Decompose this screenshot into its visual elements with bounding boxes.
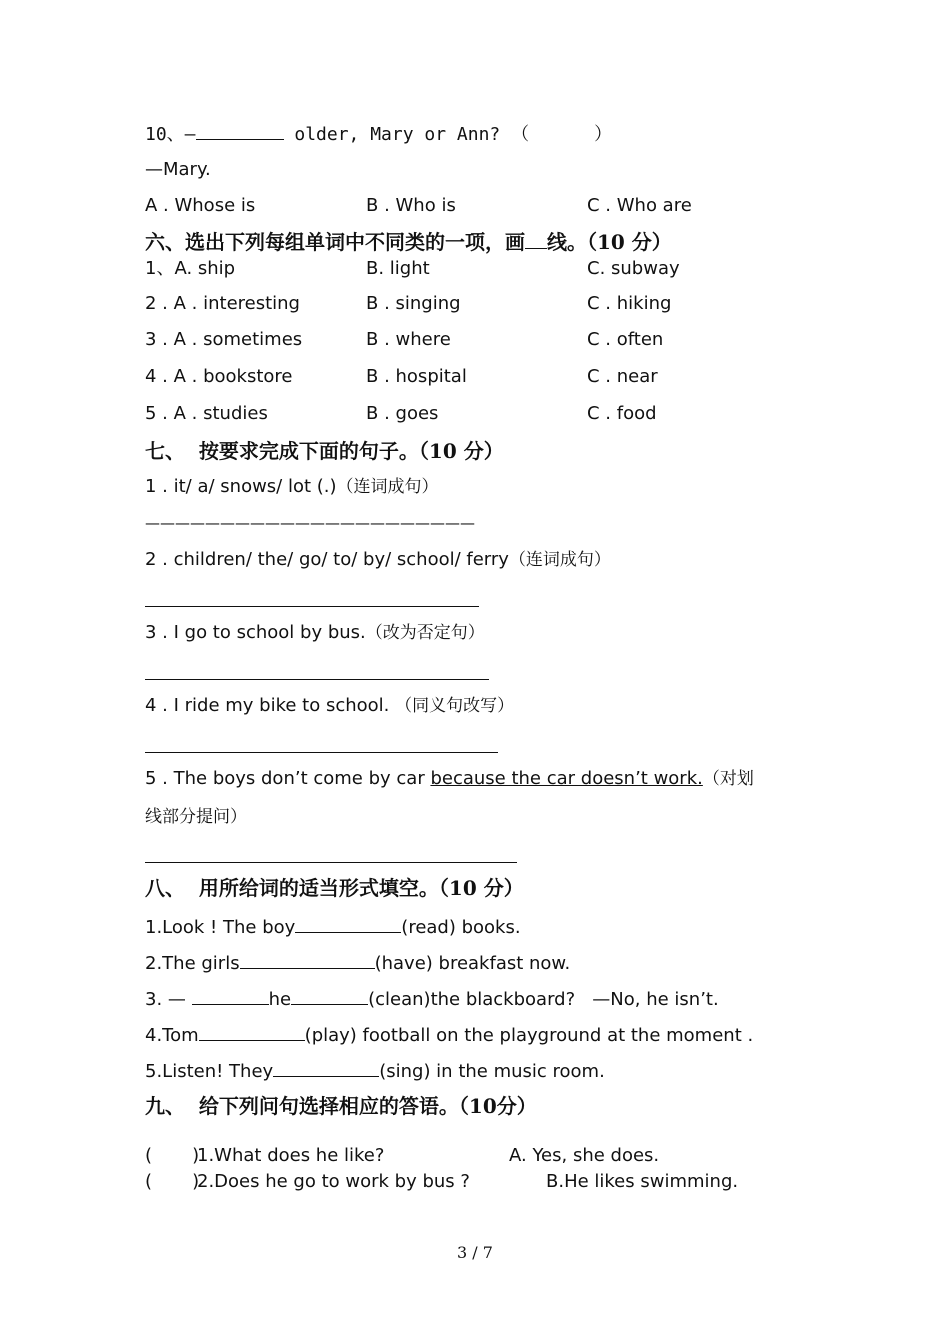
sec6-row-5-b: B . goes bbox=[366, 403, 439, 424]
sec6-row-3-b: B . where bbox=[366, 329, 451, 350]
sec6-row-4-a: 4 . A . bookstore bbox=[145, 366, 293, 387]
q10-number: 10、— bbox=[145, 124, 196, 145]
sec6-row-4-c: C . near bbox=[587, 366, 658, 387]
sec8-question-4: 4.Tom (play) football on the playground at the moment . bbox=[145, 1022, 753, 1048]
sec7-q2-answer-line bbox=[145, 606, 479, 607]
sec7-question-3: 3 . I go to school by bus.（改为否定句） bbox=[145, 622, 485, 643]
fill-blank bbox=[240, 950, 375, 969]
sec6-row-1-c: C. subway bbox=[587, 258, 680, 279]
sec6-row-3-a: 3 . A . sometimes bbox=[145, 329, 303, 350]
sec8-question-1: 1.Look ! The boy (read) books. bbox=[145, 914, 521, 940]
q10-option-c: C . Who are bbox=[587, 195, 692, 216]
q10-option-a: A . Whose is bbox=[145, 195, 256, 216]
sec8-question-5: 5.Listen! They (sing) in the music room. bbox=[145, 1058, 605, 1084]
sec6-row-5-a: 5 . A . studies bbox=[145, 403, 268, 424]
sec7-question-4: 4 . I ride my bike to school. （同义句改写） bbox=[145, 695, 515, 716]
fill-blank bbox=[199, 1022, 305, 1041]
page-number: 3 / 7 bbox=[457, 1243, 493, 1262]
sec7-question-5: 5 . The boys don’t come by car because the car doesn’t work.（对划 bbox=[145, 768, 754, 789]
section-9-title: 九、 给下列问句选择相应的答语。（10分） bbox=[145, 1094, 537, 1118]
section-8-title: 八、 用所给词的适当形式填空。（10 分） bbox=[145, 876, 524, 900]
sec9-answer-a: A. Yes, she does. bbox=[509, 1145, 660, 1166]
q10-blank bbox=[196, 121, 284, 140]
sec7-question-2: 2 . children/ the/ go/ to/ by/ school/ ferry（连词成句） bbox=[145, 549, 611, 570]
fill-blank bbox=[291, 986, 368, 1005]
section-6-title: 六、选出下列每组单词中不同类的一项，画 线。（10 分） bbox=[145, 230, 672, 254]
sec7-q3-answer-line bbox=[145, 679, 489, 680]
q10-option-b: B . Who is bbox=[366, 195, 456, 216]
sec9-answer-b: B.He likes swimming. bbox=[546, 1171, 739, 1192]
sec7-q4-answer-line bbox=[145, 752, 498, 753]
sec6-row-2-b: B . singing bbox=[366, 293, 461, 314]
fill-blank bbox=[273, 1058, 379, 1077]
sec9-q2-paren: ( ) bbox=[145, 1171, 200, 1192]
q10-text: older, Mary or Ann? （ ） bbox=[283, 124, 613, 145]
sec8-question-3: 3. — he (clean)the blackboard? —No, he isn’t. bbox=[145, 986, 719, 1012]
section-7-title: 七、 按要求完成下面的句子。（10 分） bbox=[145, 439, 504, 463]
sec6-row-4-b: B . hospital bbox=[366, 366, 467, 387]
fill-blank bbox=[295, 914, 401, 933]
sec9-q1-question: 1.What does he like? bbox=[197, 1145, 385, 1166]
sec7-q5-answer-line bbox=[145, 862, 517, 863]
sec9-q1-paren: ( ) bbox=[145, 1145, 200, 1166]
sec6-row-5-c: C . food bbox=[587, 403, 657, 424]
q10-answer: —Mary. bbox=[145, 159, 211, 180]
sec6-row-1-a: 1、A. ship bbox=[145, 258, 236, 279]
sec8-question-2: 2.The girls (have) breakfast now. bbox=[145, 950, 570, 976]
title-blank bbox=[525, 232, 547, 249]
sec6-row-2-a: 2 . A . interesting bbox=[145, 293, 300, 314]
question-10 bbox=[145, 121, 612, 147]
sec9-q2-question: 2.Does he go to work by bus ? bbox=[197, 1171, 470, 1192]
sec6-row-1-b: B. light bbox=[366, 258, 430, 279]
underlined-part: because the car doesn’t work. bbox=[430, 768, 703, 789]
sec6-row-2-c: C . hiking bbox=[587, 293, 672, 314]
sec6-row-3-c: C . often bbox=[587, 329, 664, 350]
sec7-q1-answer-dashes: —————————————————————— bbox=[145, 514, 475, 532]
fill-blank bbox=[192, 986, 269, 1005]
sec7-question-1: 1 . it/ a/ snows/ lot (.)（连词成句） bbox=[145, 476, 439, 497]
sec7-q5-note-cont: 线部分提问） bbox=[145, 807, 247, 827]
